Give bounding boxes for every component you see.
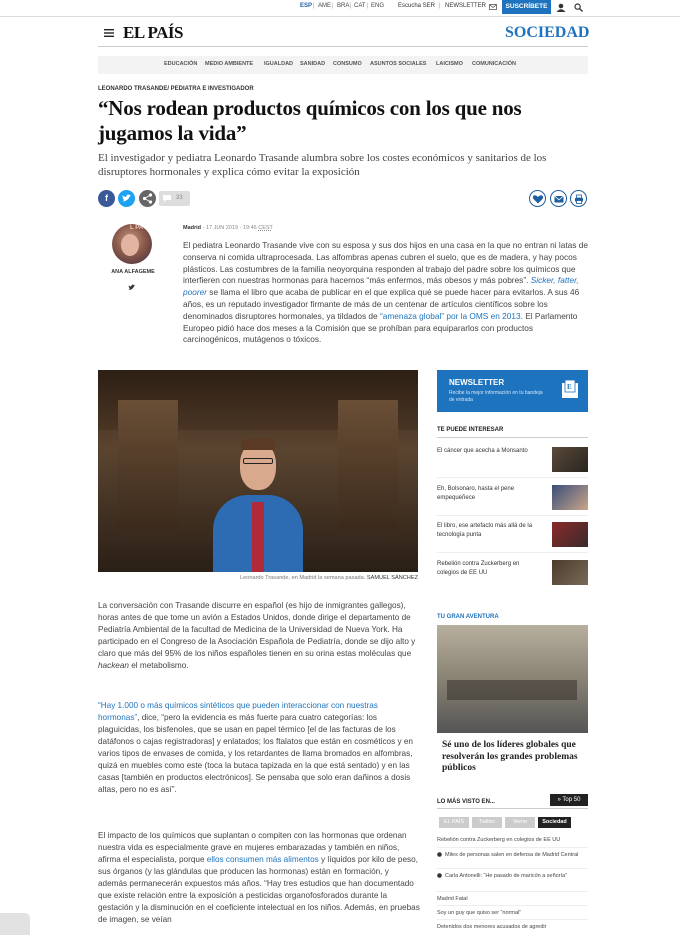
divider — [437, 919, 588, 920]
comments-button[interactable] — [159, 191, 190, 206]
video-icon — [437, 852, 443, 857]
twitter-share-icon[interactable] — [118, 190, 135, 207]
interest-item[interactable]: El cáncer que acecha a Monsanto — [437, 448, 528, 454]
separator: | — [332, 3, 334, 9]
mail-icon[interactable] — [489, 4, 497, 10]
svg-text:E: E — [567, 383, 572, 391]
food-link[interactable]: ellos consumen más alimentos — [206, 855, 319, 864]
most-viewed-item[interactable]: Miles de personas salen en defensa de Madrid Central — [445, 852, 579, 858]
divider — [0, 16, 680, 17]
comment-icon — [162, 194, 172, 203]
subnav-consumo[interactable]: CONSUMO — [333, 61, 362, 67]
separator: | — [313, 3, 315, 9]
caption-text: Leonardo Trasande, en Madrid la semana pasada. — [240, 575, 366, 581]
share-icon[interactable] — [139, 190, 156, 207]
divider — [437, 891, 588, 892]
edition-cat[interactable]: CAT — [354, 3, 366, 9]
tab-sociedad[interactable]: Sociedad — [538, 817, 571, 828]
paragraph-text: La conversación con Trasande discurre en español (es hijo de inmigrantes gallegos), horas antes de que tome un avión a Estados Unidos, donde dirige el departamento de Pediatría Ambiental de la facultad de Medicina de la Universidad de Nueva York. Ha participado en el Congreso de la Asociación Española de Pediatría, donde se dijo alto y claro que más del 95% de los niños españoles tienen en su orina estas moléculas que — [98, 601, 416, 658]
newsletter-promo-subtitle: Recibe la mejor información en tu bandeja de entrada — [449, 390, 543, 403]
photo-caption — [98, 575, 418, 581]
quote-link[interactable]: “Hay 1.000 o más químicos sintéticos que pueden interaccionar con nuestras hormonas” — [98, 701, 378, 722]
divider — [437, 808, 588, 809]
tab-twitter[interactable]: Twitter — [472, 817, 502, 828]
avatar-face — [121, 234, 139, 256]
most-viewed-heading: LO MÁS VISTO EN... — [437, 799, 495, 805]
lead-text: se llama el libro que acaba de publicar en el que explica qué se puede hacer para evitarlos. A sus 46 años, es un reputado investigador firmante de más de un centenar de artículos científicos sobre los denominados disruptores hormonales, ya tildados de — [183, 287, 580, 321]
divider — [437, 552, 588, 553]
photo-column-right — [338, 400, 398, 530]
twitter-icon[interactable] — [128, 284, 136, 291]
article-headline: “Nos rodean productos químicos con los que nos jugamos la vida” — [98, 96, 522, 145]
newsletter-envelope-icon — [561, 379, 579, 399]
top50-button[interactable]: » Top 50 — [550, 794, 588, 806]
subnav-sanidad[interactable]: SANIDAD — [300, 61, 326, 67]
paragraph-text: El impacto de los químicos que suplantan o compiten con las hormonas que ordenan nuestra vida es especialmente grave en mujeres embarazadas y también en niños, afirma el especialista, porque — [98, 831, 407, 864]
edition-ame[interactable]: AME — [318, 3, 332, 9]
article-date: 17 JUN 2019 - 19:46 — [205, 225, 257, 231]
article-paragraph — [98, 830, 420, 926]
paragraph-emphasis: hackean — [98, 661, 129, 670]
divider — [437, 477, 588, 478]
article-lead — [183, 240, 588, 346]
facebook-share-icon[interactable]: f — [98, 190, 115, 207]
adventure-heading: TU GRAN AVENTURA — [437, 614, 499, 620]
top-bar — [0, 0, 680, 16]
edition-esp[interactable]: ESP — [300, 3, 313, 9]
article-meta — [183, 225, 273, 231]
paragraph-text: y líquidos por kilo de peso, sus órganos (y las glándulas que producen las hormonas) están en formación, y además permanecerán expuestos más años. “Hay tres estudios que han documentado que existe relación entre la exposición a pesticidas organofosforados durante la gestación y la disminución en el coeficiente intelectual en los niños. Además, en pruebas de imagen, se veían — [98, 855, 420, 924]
avatar-background-text: L PA — [130, 225, 144, 231]
print-icon[interactable] — [570, 190, 587, 207]
divider — [437, 868, 588, 869]
newsletter-promo[interactable] — [437, 370, 588, 412]
subnav-educacion[interactable]: EDUCACIÓN — [164, 61, 198, 67]
edition-eng[interactable]: ENG — [371, 3, 385, 9]
user-icon[interactable] — [556, 3, 566, 12]
separator: | — [350, 3, 352, 9]
listen-ser-link[interactable]: Escucha SER — [398, 3, 436, 9]
interest-item[interactable]: Eh, Bolsonaro, hasta el pene empequeñece — [437, 486, 515, 501]
most-viewed-item[interactable]: Carla Antonelli: “He pasado de maricón a señoría” — [445, 873, 567, 879]
photo-credit: SAMUEL SÁNCHEZ — [366, 575, 418, 581]
subscribe-button[interactable]: SUSCRÍBETE — [502, 0, 551, 14]
interest-item[interactable]: El libro, ese artefacto más allá de la tecnología punta — [437, 523, 533, 538]
paragraph-text: el metabolismo. — [128, 661, 189, 670]
article-timezone: CEST — [258, 225, 273, 231]
interest-thumbnail[interactable] — [552, 560, 588, 585]
photo-subject-glasses — [243, 458, 273, 464]
most-viewed-item[interactable]: Detenidos dos menores acusados de agredir — [437, 924, 547, 930]
article-kicker: LEONARDO TRASANDE/ PEDIATRA E INVESTIGADOR — [98, 86, 254, 92]
newsletter-link[interactable]: NEWSLETTER — [445, 3, 487, 9]
article-deck: El investigador y pediatra Leonardo Trasande alumbra sobre los costes económicos y sanitarios de los disruptores hormonales y explica cómo evitar la exposición — [98, 152, 547, 178]
article-location: Madrid — [183, 225, 202, 231]
subnav-comunicacion[interactable]: COMUNICACIÓN — [472, 61, 516, 67]
edition-bra[interactable]: BRA — [337, 3, 350, 9]
el-pais-logo[interactable]: EL PAÍS — [123, 23, 183, 42]
subnav-igualdad[interactable]: IGUALDAD — [264, 61, 294, 67]
separator: | — [439, 3, 441, 9]
divider — [437, 437, 588, 438]
section-title[interactable]: SOCIEDAD — [505, 24, 590, 41]
paragraph-text: , dice, “pero la evidencia es más fuerte para cuatro categorías: los plaguicidas, los bisfenoles, que se usan en papel térmico [el de las facturas de los datáfonos o cajas registradoras] y enlatados; los ftalatos que están en cosméticos y en varios tipos de envases de comida, y los retardantes de llama bromados en alfombras, quizá en muebles como este (toca la butaca tapizada en la que está sentado) y en las casas [también en productos electrónicos]. Se pensaba que solo eran dañinos a dosis altas, pero no es así”. — [98, 713, 413, 794]
subnav-asuntos-sociales[interactable]: ASUNTOS SOCIALES — [370, 61, 427, 67]
video-icon — [437, 873, 443, 878]
section-subnav — [98, 56, 588, 74]
who-link[interactable]: “amenaza global” por la OMS en 2013 — [379, 310, 521, 321]
lead-text: . El Parlamento Europeo pidió hace dos meses a la Comisión que se prohíban para equipararlos con productos carcinogénicos, mutágenos o tóxicos. — [183, 310, 578, 345]
feedback-tab[interactable] — [0, 913, 30, 935]
article-photo[interactable] — [98, 370, 418, 572]
divider — [98, 46, 588, 47]
interest-thumbnail[interactable] — [552, 522, 588, 547]
interest-thumbnail[interactable] — [552, 485, 588, 510]
article-paragraph — [98, 700, 420, 796]
search-icon[interactable] — [574, 3, 583, 12]
interest-item[interactable]: Rebelión contra Zuckerberg en colegios de EE UU — [437, 561, 520, 576]
article-paragraph — [98, 600, 420, 672]
tab-verne[interactable]: Verne — [505, 817, 535, 828]
author-avatar[interactable] — [112, 224, 152, 264]
newsletter-promo-title: NEWSLETTER — [449, 378, 505, 387]
divider — [437, 847, 588, 848]
tab-el-pais[interactable]: EL PAÍS — [439, 817, 469, 828]
divider — [437, 905, 588, 906]
most-viewed-item[interactable]: Rebelión contra Zuckerberg en colegios de EE UU — [437, 837, 561, 843]
menu-icon[interactable] — [104, 29, 114, 37]
photo-subject-hair — [241, 438, 275, 450]
meta-separator: - — [202, 225, 206, 231]
subnav-medio-ambiente[interactable]: MEDIO AMBIENTE — [205, 61, 254, 67]
subnav-laicismo[interactable]: LAICISMO — [436, 61, 463, 67]
interest-thumbnail[interactable] — [552, 447, 588, 472]
email-share-icon[interactable] — [550, 190, 567, 207]
photo-column-left — [118, 400, 178, 530]
photo-subject-tie — [252, 502, 264, 572]
adventure-photo[interactable] — [437, 625, 588, 733]
favorite-heart-icon[interactable] — [529, 190, 546, 207]
most-viewed-item[interactable]: Soy un guy que quiso ser “normal” — [437, 910, 522, 916]
interest-heading: TE PUEDE INTERESAR — [437, 427, 504, 433]
comments-count: 33 — [176, 195, 183, 201]
book-link[interactable]: Sicker, fatter, poorer — [183, 275, 579, 298]
lead-text: El pediatra Leonardo Trasande vive con su esposa y sus dos hijos en una casa en la que no entran ni latas de conserva ni comida ultraprocesada. Las alfombras apenas cubren el suelo, que es de madera, y hay pocos plásticos. Las costumbres de la familia neoyorquina responden al trabajo del padre sobre los químicos que interfieren con nuestras hormonas para hacernos “más enfermos, más obesos y más pobres”. — [183, 240, 588, 286]
divider — [437, 515, 588, 516]
adventure-headline[interactable]: Sé uno de los líderes globales que resolverán los grandes problemas públicos — [442, 740, 578, 773]
separator: | — [367, 3, 369, 9]
author-name[interactable]: ANA ALFAGEME — [111, 269, 155, 275]
most-viewed-item[interactable]: Madrid Fatal — [437, 896, 468, 902]
adventure-photo-table — [447, 680, 577, 700]
